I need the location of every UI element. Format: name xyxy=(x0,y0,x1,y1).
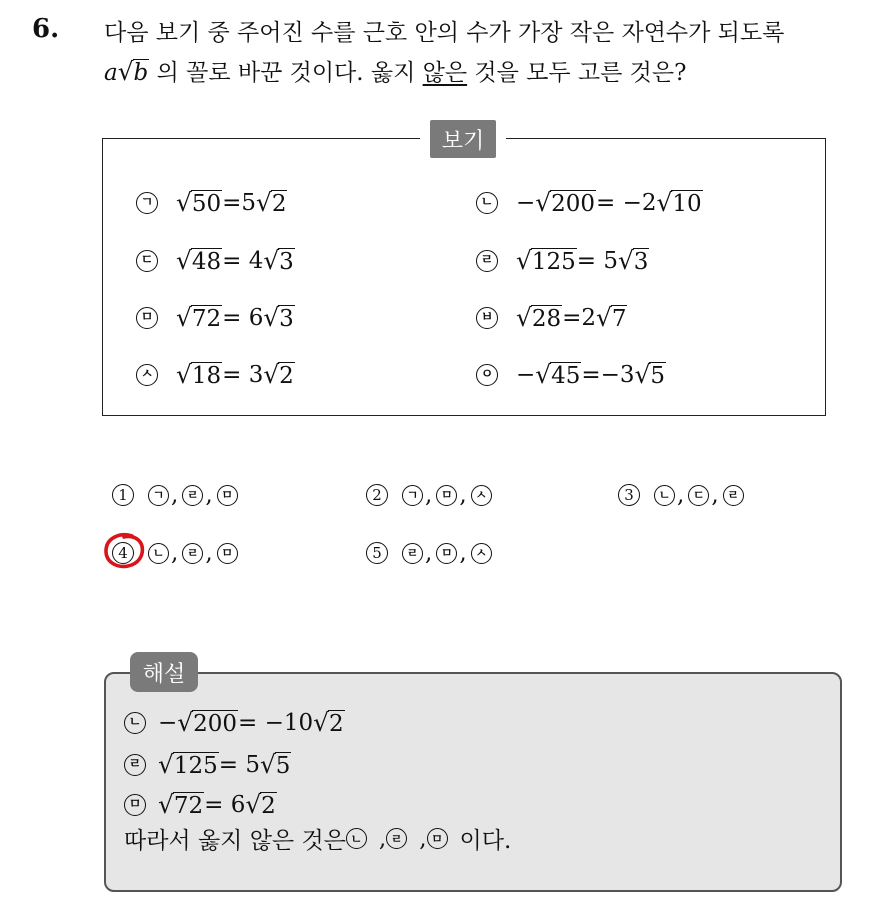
bogi-item-0-sqrt-left: √50 xyxy=(176,188,222,217)
bogi-item-2-sqrt-left-radicand: 48 xyxy=(191,249,222,275)
solution-line xyxy=(124,750,291,779)
question-text-part1: 의 꼴로 바꾼 것이다. 옳지 xyxy=(149,60,423,86)
comma: , xyxy=(205,540,213,566)
bogi-item xyxy=(476,360,666,389)
bogi-item xyxy=(136,303,295,332)
choice-mark-icon: ㅁ xyxy=(217,543,238,564)
solution-line-2-mark-icon: ㅁ xyxy=(124,794,146,816)
choice-mark-icon: ㅅ xyxy=(471,543,492,564)
choice-mark-icon: ㄷ xyxy=(688,485,709,506)
conclusion-mark-icon: ㄴ xyxy=(346,828,367,849)
conclusion-mark-icon: ㅁ xyxy=(427,828,448,849)
choice-mark-icon: ㅁ xyxy=(436,485,457,506)
bogi-item-3-mark-icon: ㄹ xyxy=(476,250,498,272)
bogi-item-5-sqrt-right-radicand: 7 xyxy=(611,306,627,332)
bogi-item-5-sqrt-left-radicand: 28 xyxy=(531,306,562,332)
choice-mark-icon: ㄱ xyxy=(148,485,169,506)
solution-line-0-sqrt-right-radicand: 2 xyxy=(328,711,344,737)
solution-line-1-mark-icon: ㄹ xyxy=(124,754,146,776)
bogi-item-4-sqrt-left: √72 xyxy=(176,303,222,332)
comma: , xyxy=(419,825,427,852)
solution-line-2-sqrt-right: √2 xyxy=(245,790,276,819)
sqrt-b: √b xyxy=(117,57,149,86)
comma: , xyxy=(677,482,685,508)
bogi-item-0-sqrt-right: √2 xyxy=(256,188,287,217)
question-text-part2: 것을 모두 고른 것은? xyxy=(467,60,687,86)
bogi-item-1-equals: = −2 xyxy=(596,189,657,216)
bogi-title: 보기 xyxy=(430,120,496,158)
solution-line-2-sqrt-left-radicand: 72 xyxy=(173,793,204,819)
bogi-item-0-sqrt-right-radicand: 2 xyxy=(271,191,287,217)
choice-number: 5 xyxy=(366,542,388,564)
solution-title: 해설 xyxy=(130,652,198,692)
solution-conclusion xyxy=(124,822,511,855)
solution-box xyxy=(104,672,842,892)
solution-line-0-sqrt-left: √200 xyxy=(177,708,238,737)
bogi-item-0-sqrt-left-radicand: 50 xyxy=(191,191,222,217)
bogi-item xyxy=(136,188,287,217)
choice-number: 4 xyxy=(112,542,134,564)
solution-line-0-sqrt-left-radicand: 200 xyxy=(193,711,238,737)
choice-number: 1 xyxy=(112,484,134,506)
answer-choice[interactable] xyxy=(112,482,238,508)
comma: , xyxy=(425,540,433,566)
choice-number: 3 xyxy=(618,484,640,506)
bogi-item-7-mark-icon: ㅇ xyxy=(476,364,498,386)
choice-mark-icon: ㄹ xyxy=(182,543,203,564)
conclusion-end: 이다. xyxy=(459,828,512,854)
solution-line-0-sqrt-right: √2 xyxy=(313,708,344,737)
choice-mark-icon: ㄴ xyxy=(148,543,169,564)
solution-line-1-sqrt-right-radicand: 5 xyxy=(275,753,291,779)
bogi-item-3-sqrt-right: √3 xyxy=(617,246,649,275)
bogi-item xyxy=(136,360,295,389)
bogi-item-6-mark-icon: ㅅ xyxy=(136,364,158,386)
bogi-item-6-equals: = 3 xyxy=(222,361,264,388)
bogi-item-3-sqrt-left: √125 xyxy=(516,246,576,275)
bogi-item-3-sqrt-right-radicand: 3 xyxy=(633,249,649,275)
bogi-item-7-sqrt-left: √45 xyxy=(535,360,581,389)
solution-line-2-sqrt-right-radicand: 2 xyxy=(261,793,276,819)
comma: , xyxy=(171,482,179,508)
solution-line-1-sqrt-left: √125 xyxy=(158,750,218,779)
bogi-item-2-equals: = 4 xyxy=(222,247,264,274)
solution-line xyxy=(124,708,345,737)
bogi-item-1-sqrt-right: √10 xyxy=(656,188,702,217)
bogi-item-5-sqrt-right: √7 xyxy=(596,303,627,332)
underlined-word: 않은 xyxy=(422,60,468,86)
choice-number: 2 xyxy=(366,484,388,506)
selected-answer-mark xyxy=(102,532,146,570)
choice-mark-icon: ㄹ xyxy=(723,485,744,506)
bogi-item-2-mark-icon: ㄷ xyxy=(136,250,158,272)
bogi-item-7-sqrt-left-radicand: 45 xyxy=(551,363,581,389)
answer-choice[interactable] xyxy=(618,482,744,508)
bogi-item-1-sqrt-right-radicand: 10 xyxy=(672,191,702,217)
answer-choice[interactable] xyxy=(366,540,492,566)
comma: , xyxy=(205,482,213,508)
solution-line-2-sqrt-left: √72 xyxy=(158,790,204,819)
comma: , xyxy=(425,482,433,508)
comma: , xyxy=(459,482,467,508)
bogi-item-4-mark-icon: ㅁ xyxy=(136,307,158,329)
bogi-item xyxy=(136,246,295,275)
solution-line xyxy=(124,790,277,819)
solution-line-1-sqrt-right: √5 xyxy=(259,750,291,779)
bogi-item-4-sqrt-left-radicand: 72 xyxy=(191,306,222,332)
bogi-item-3-sqrt-left-radicand: 125 xyxy=(531,249,576,275)
bogi-item-1-lead: − xyxy=(516,189,536,216)
bogi-item-2-sqrt-right-radicand: 3 xyxy=(279,249,294,275)
bogi-item-2-sqrt-left: √48 xyxy=(176,246,222,275)
bogi-item-5-sqrt-left: √28 xyxy=(516,303,562,332)
choice-mark-icon: ㅁ xyxy=(217,485,238,506)
bogi-item-1-sqrt-left-radicand: 200 xyxy=(551,191,596,217)
bogi-item-7-sqrt-right-radicand: 5 xyxy=(650,363,666,389)
solution-line-0-mark-icon: ㄴ xyxy=(124,712,146,734)
question-number: 6. xyxy=(32,14,60,44)
choice-mark-icon: ㄴ xyxy=(654,485,675,506)
bogi-item-3-equals: = 5 xyxy=(576,247,618,274)
bogi-item-7-sqrt-right: √5 xyxy=(634,360,666,389)
conclusion-text: 따라서 옳지 않은 것은 xyxy=(124,828,346,854)
bogi-item xyxy=(476,246,649,275)
bogi-item-6-sqrt-left: √18 xyxy=(176,360,222,389)
question-text-line1: 다음 보기 중 주어진 수를 근호 안의 수가 가장 작은 자연수가 되도록 xyxy=(104,20,785,46)
bogi-item-6-sqrt-left-radicand: 18 xyxy=(191,363,222,389)
bogi-item-5-mark-icon: ㅂ xyxy=(476,307,498,329)
bogi-item-5-equals: =2 xyxy=(562,304,597,331)
solution-line-1-sqrt-left-radicand: 125 xyxy=(173,753,218,779)
comma: , xyxy=(459,540,467,566)
bogi-item xyxy=(476,303,627,332)
question-text-line2 xyxy=(104,54,686,87)
choice-mark-icon: ㄹ xyxy=(402,543,423,564)
solution-line-2-equals: = 6 xyxy=(204,791,246,818)
solution-line-1-equals: = 5 xyxy=(218,751,260,778)
bogi-item-7-equals: =−3 xyxy=(581,361,635,388)
bogi-item-7-lead: − xyxy=(516,361,536,388)
answer-choice[interactable] xyxy=(366,482,492,508)
bogi-item-0-mark-icon: ㄱ xyxy=(136,192,158,214)
choice-mark-icon: ㄹ xyxy=(182,485,203,506)
comma: , xyxy=(171,540,179,566)
bogi-item-1-mark-icon: ㄴ xyxy=(476,192,498,214)
conclusion-mark-icon: ㄹ xyxy=(386,828,407,849)
bogi-item-6-sqrt-right: √2 xyxy=(263,360,294,389)
bogi-item-2-sqrt-right: √3 xyxy=(263,246,294,275)
choice-mark-icon: ㅁ xyxy=(436,543,457,564)
bogi-item-1-sqrt-left: √200 xyxy=(535,188,596,217)
choice-mark-icon: ㅅ xyxy=(471,485,492,506)
bogi-item-4-sqrt-right-radicand: 3 xyxy=(279,306,294,332)
comma: , xyxy=(378,825,387,852)
bogi-item-4-sqrt-right: √3 xyxy=(263,303,294,332)
bogi-item xyxy=(476,188,703,217)
choice-mark-icon: ㄱ xyxy=(402,485,423,506)
solution-line-0-equals: = −10 xyxy=(238,709,314,736)
comma: , xyxy=(711,482,719,508)
solution-line-0-lead: − xyxy=(158,709,178,736)
bogi-item-6-sqrt-right-radicand: 2 xyxy=(279,363,294,389)
var-a: a xyxy=(104,60,118,86)
bogi-item-4-equals: = 6 xyxy=(222,304,264,331)
bogi-item-0-equals: =5 xyxy=(222,189,257,216)
